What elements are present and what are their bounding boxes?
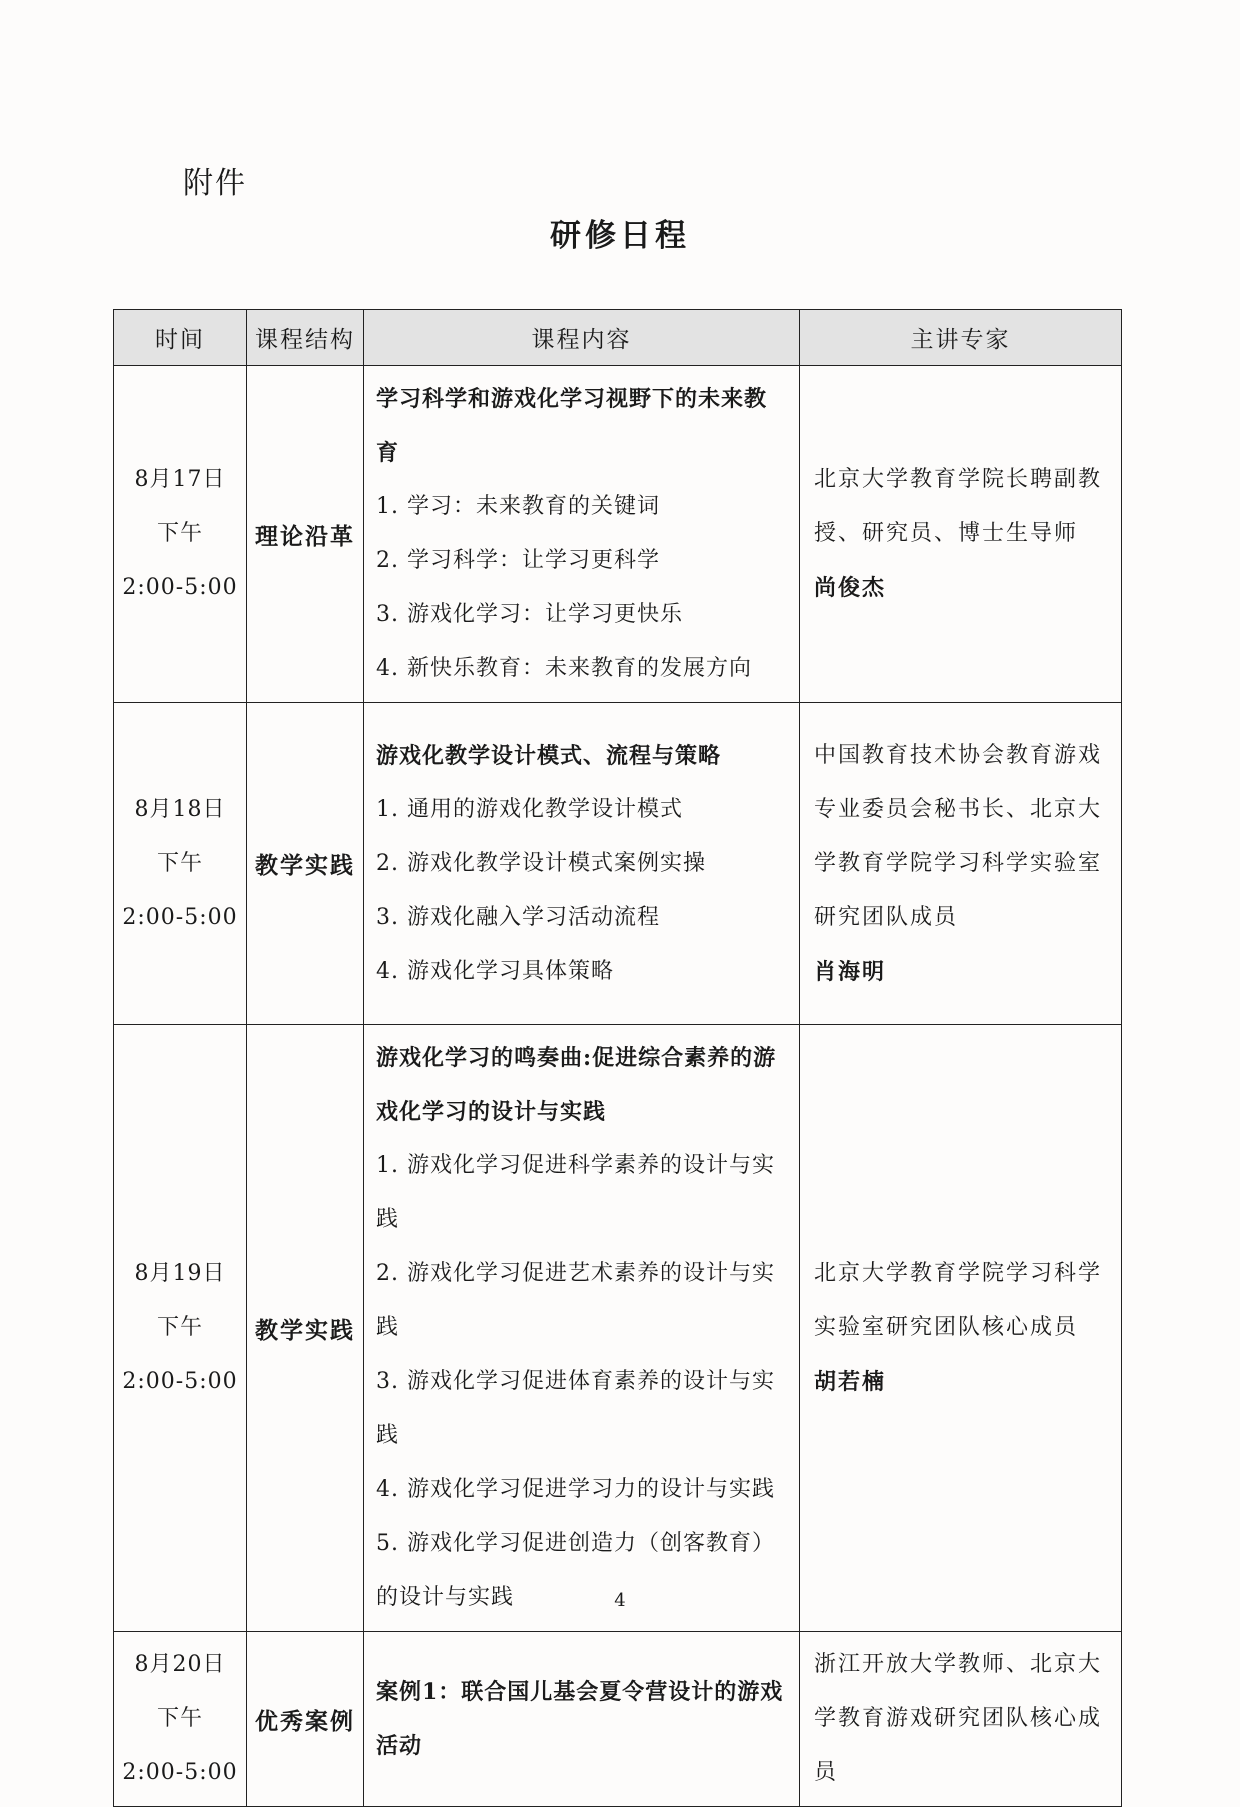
- structure-cell: 教学实践: [247, 703, 364, 1025]
- content-item: 4. 新快乐教育：未来教育的发展方向: [376, 656, 752, 681]
- content-item: 2. 游戏化学习促进艺术素养的设计与实践: [376, 1261, 775, 1340]
- content-item: 5. 游戏化学习促进创造力（创客教育）的设计与实践: [376, 1531, 775, 1610]
- schedule-table: [113, 309, 1122, 1807]
- expert-name: 肖海明: [814, 958, 887, 985]
- date-text: 8月17日: [134, 467, 226, 492]
- content-cell: [364, 1632, 800, 1807]
- content-item: 4. 游戏化学习具体策略: [376, 958, 614, 984]
- structure-cell: 教学实践: [247, 1025, 364, 1632]
- content-cell: [364, 1025, 800, 1632]
- expert-description: 北京大学教育学院学习科学实验室研究团队核心成员: [814, 1261, 1103, 1340]
- table-row: [114, 1632, 1122, 1807]
- content-title: 学习科学和游戏化学习视野下的未来教育: [376, 386, 768, 466]
- expert-name: 尚俊杰: [814, 575, 887, 601]
- table-header-row: [114, 310, 1122, 366]
- time-cell: [114, 1025, 247, 1632]
- content-item: 4. 游戏化学习促进学习力的设计与实践: [376, 1477, 775, 1502]
- expert-description: 北京大学教育学院长聘副教授、研究员、博士生导师: [814, 467, 1103, 546]
- period-text: 下午: [156, 1706, 203, 1731]
- table-row: [114, 703, 1122, 1025]
- structure-cell: 理论沿革: [247, 366, 364, 703]
- date-text: 8月20日: [134, 1652, 226, 1677]
- structure-cell: 优秀案例: [247, 1632, 364, 1807]
- content-item: 3. 游戏化学习：让学习更快乐: [376, 602, 683, 627]
- table-row: [114, 366, 1122, 703]
- expert-cell: [800, 1632, 1122, 1807]
- time-cell: [114, 366, 247, 703]
- content-item: 1. 通用的游戏化教学设计模式: [376, 796, 683, 822]
- page-title: 研修日程: [550, 218, 690, 254]
- hours-text: 2:00-5:00: [122, 904, 238, 930]
- period-text: 下午: [156, 1315, 203, 1340]
- content-item: 1. 游戏化学习促进科学素养的设计与实践: [376, 1153, 775, 1232]
- content-item: 2. 游戏化教学设计模式案例实操: [376, 850, 706, 876]
- content-cell: [364, 366, 800, 703]
- content-title: 案例1：联合国儿基会夏令营设计的游戏活动: [376, 1679, 784, 1759]
- header-time: 时间: [114, 310, 247, 366]
- content-item: 3. 游戏化学习促进体育素养的设计与实践: [376, 1369, 775, 1448]
- content-title: 游戏化学习的鸣奏曲:促进综合素养的游戏化学习的设计与实践: [376, 1045, 777, 1125]
- content-cell: [364, 703, 800, 1025]
- header-content: 课程内容: [364, 310, 800, 366]
- header-structure: 课程结构: [247, 310, 364, 366]
- attachment-label: 附件: [183, 166, 247, 201]
- content-title: 游戏化教学设计模式、流程与策略: [376, 742, 722, 769]
- hours-text: 2:00-5:00: [122, 575, 238, 600]
- content-item: 2. 学习科学：让学习更科学: [376, 548, 660, 573]
- header-expert: 主讲专家: [800, 310, 1122, 366]
- time-cell: [114, 703, 247, 1025]
- date-text: 8月18日: [134, 796, 226, 822]
- expert-cell: [800, 366, 1122, 703]
- table-row: [114, 1025, 1122, 1632]
- page-number: 4: [614, 1590, 626, 1611]
- content-item: 1. 学习：未来教育的关键词: [376, 494, 660, 519]
- hours-text: 2:00-5:00: [122, 1760, 238, 1785]
- expert-description: 浙江开放大学教师、北京大学教育游戏研究团队核心成员: [814, 1652, 1103, 1785]
- time-cell: [114, 1632, 247, 1807]
- period-text: 下午: [156, 521, 203, 546]
- expert-description: 中国教育技术协会教育游戏专业委员会秘书长、北京大学教育学院学习科学实验室研究团队成员: [814, 742, 1103, 930]
- expert-cell: [800, 1025, 1122, 1632]
- content-item: 3. 游戏化融入学习活动流程: [376, 904, 660, 930]
- hours-text: 2:00-5:00: [122, 1369, 238, 1394]
- period-text: 下午: [156, 850, 203, 876]
- expert-cell: [800, 703, 1122, 1025]
- date-text: 8月19日: [134, 1261, 226, 1286]
- expert-name: 胡若楠: [814, 1369, 887, 1395]
